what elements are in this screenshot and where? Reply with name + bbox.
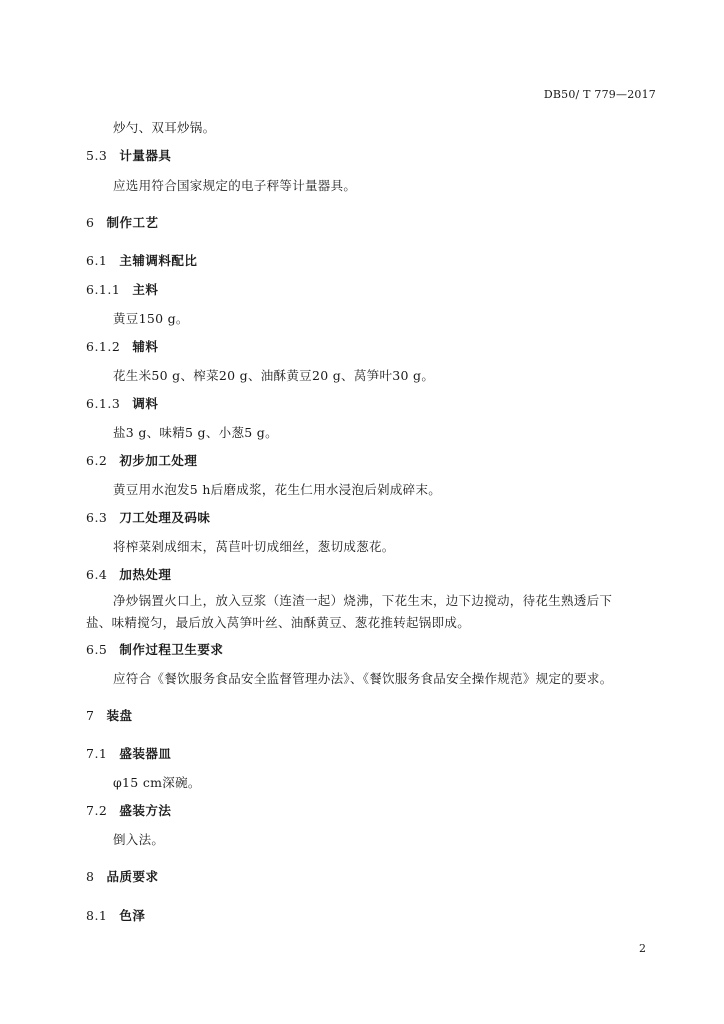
section-title: 盛装方法 [119, 803, 172, 818]
section-number: 8 [86, 869, 95, 884]
section-number: 6.1.1 [86, 282, 121, 297]
heading-6-1-1 [86, 280, 158, 298]
page-number: 2 [639, 942, 646, 955]
heading-6-4 [86, 565, 171, 583]
section-title: 主料 [132, 282, 159, 297]
paragraph-vessel: φ15 cm深碗。 [113, 775, 201, 790]
section-title: 装盘 [106, 708, 133, 723]
heading-7-1 [86, 744, 171, 762]
heading-6-5 [86, 640, 223, 658]
section-number: 6 [86, 215, 95, 230]
paragraph-plating: 倒入法。 [113, 832, 165, 847]
section-number: 8.1 [86, 908, 108, 923]
section-number: 6.5 [86, 642, 108, 657]
section-title: 制作过程卫生要求 [119, 642, 224, 657]
paragraph-main-ingredient: 黄豆150 g。 [113, 311, 189, 326]
heading-5-3 [86, 146, 171, 164]
section-number: 6.4 [86, 567, 108, 582]
section-number: 6.2 [86, 453, 108, 468]
heading-6-1-2 [86, 337, 158, 355]
section-title: 品质要求 [106, 869, 159, 884]
section-number: 6.1.2 [86, 339, 121, 354]
paragraph-heating: 净炒锅置火口上，放入豆浆（连渣一起）烧沸，下花生末，边下边搅动，待花生熟透后下盐、味精搅匀，最后放入莴笋叶丝、油酥黄豆、葱花推转起锅即成。 [86, 593, 613, 630]
section-number: 5.3 [86, 148, 108, 163]
heading-6-3 [86, 508, 210, 526]
section-number: 7 [86, 708, 95, 723]
heading-6 [86, 213, 158, 231]
section-title: 辅料 [132, 339, 159, 354]
paragraph-seasoning: 盐3 g、味精5 g、小葱5 g。 [113, 425, 278, 440]
paragraph-cutting: 将榨菜剁成细末，莴苣叶切成细丝，葱切成葱花。 [113, 539, 395, 554]
section-title: 制作工艺 [106, 215, 159, 230]
section-title: 计量器具 [119, 148, 172, 163]
heading-6-1-3 [86, 394, 158, 412]
heading-7 [86, 706, 132, 724]
section-title: 刀工处理及码味 [119, 510, 211, 525]
section-title: 初步加工处理 [119, 453, 198, 468]
paragraph-hygiene: 应符合《餐饮服务食品安全监督管理办法》、《餐饮服务食品安全操作规范》规定的要求。 [113, 671, 613, 686]
section-title: 主辅调料配比 [119, 253, 198, 268]
section-number: 6.1 [86, 253, 108, 268]
section-title: 色泽 [119, 908, 146, 923]
section-title: 盛装器皿 [119, 746, 172, 761]
paragraph-cookware: 炒勺、双耳炒锅。 [113, 120, 216, 135]
heading-7-2 [86, 801, 171, 819]
paragraph-preprocessing: 黄豆用水泡发5 h后磨成浆，花生仁用水浸泡后剁成碎末。 [113, 482, 442, 497]
paragraph-auxiliary: 花生米50 g、榨菜20 g、油酥黄豆20 g、莴笋叶30 g。 [113, 368, 435, 383]
section-number: 7.2 [86, 803, 108, 818]
heading-8 [86, 867, 158, 885]
section-number: 7.1 [86, 746, 108, 761]
section-title: 加热处理 [119, 567, 172, 582]
paragraph-measuring: 应选用符合国家规定的电子秤等计量器具。 [113, 178, 357, 193]
section-title: 调料 [132, 396, 159, 411]
heading-8-1 [86, 906, 145, 924]
section-number: 6.1.3 [86, 396, 121, 411]
heading-6-1 [86, 251, 197, 269]
heading-6-2 [86, 451, 197, 469]
section-number: 6.3 [86, 510, 108, 525]
document-code: DB50/ T 779—2017 [543, 88, 656, 101]
